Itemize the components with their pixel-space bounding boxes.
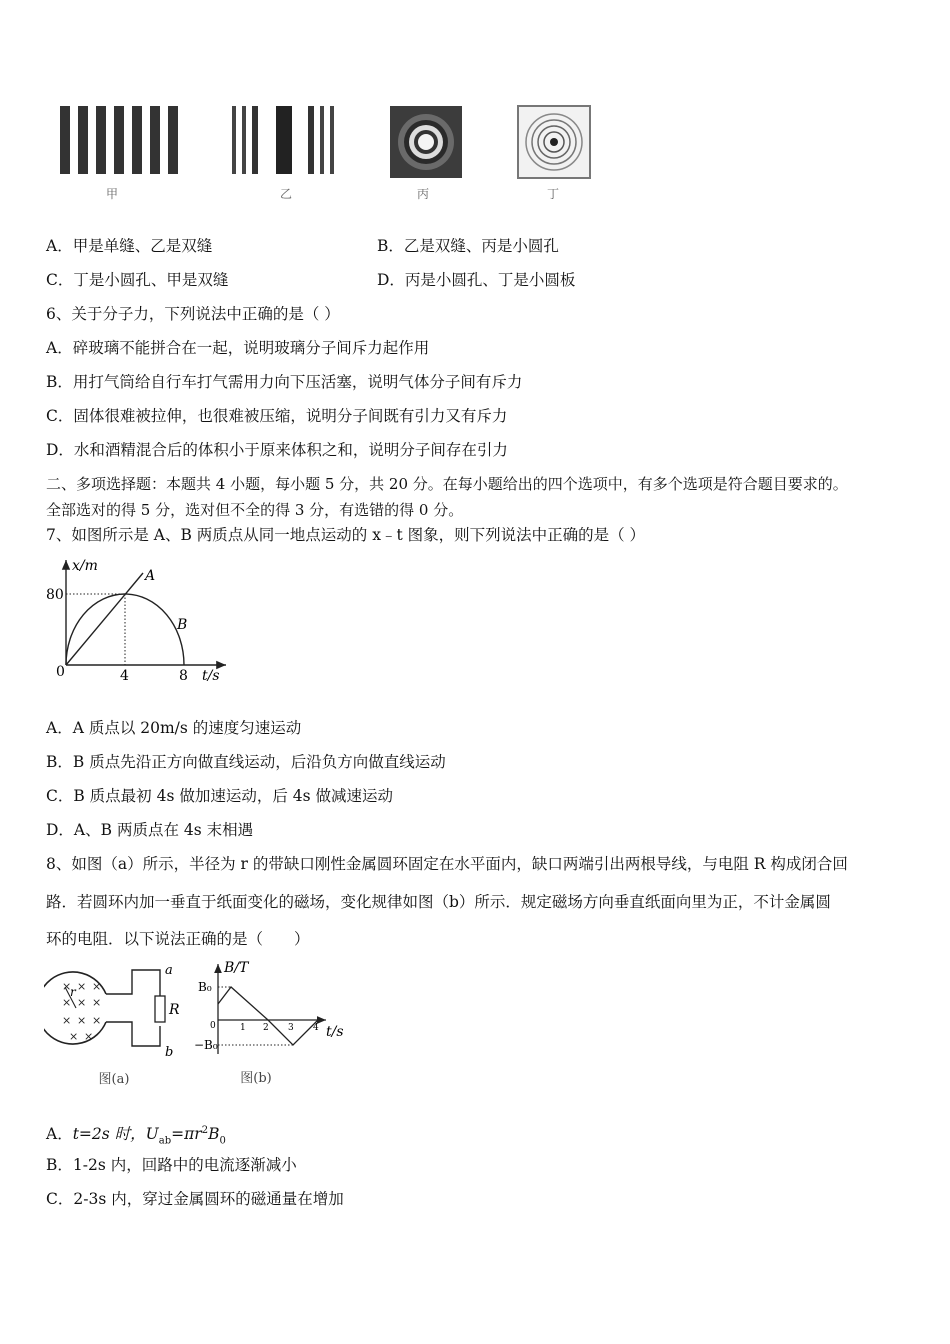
q7-option-a[interactable]: A．A 质点以 20m/s 的速度匀速运动 bbox=[46, 719, 302, 737]
q7-x-label: t/s bbox=[202, 668, 220, 684]
label-yi: 乙 bbox=[279, 187, 293, 201]
q8-field-cross: × bbox=[84, 1030, 94, 1043]
q8b-tick-3: 3 bbox=[288, 1023, 294, 1033]
pattern-jia bbox=[60, 106, 178, 174]
q6-stem: 6、关于分子力，下列说法中正确的是（ ） bbox=[46, 305, 340, 323]
q8-field-cross: × bbox=[92, 996, 102, 1009]
q8-caption-b: 图(b) bbox=[240, 1071, 272, 1086]
q8-figure-b bbox=[194, 958, 354, 1090]
q8-stem-2: 路．若圆环内加一垂直于纸面变化的磁场，变化规律如图（b）所示．规定磁场方向垂直纸面向里为正，不计金属圆 bbox=[46, 893, 831, 911]
q8b-x-label: t/s bbox=[326, 1024, 344, 1040]
q8-option-a-eq: =πr bbox=[171, 1125, 202, 1144]
q7-series-a-line bbox=[66, 573, 143, 665]
q8-field-cross: × bbox=[92, 1014, 102, 1027]
q8-label-r: r bbox=[70, 985, 76, 999]
q7-stem: 7、如图所示是 A、B 两质点从同一地点运动的 x﹣t 图象，则下列说法中正确的是（ ） bbox=[46, 526, 646, 544]
q8-field-cross: × bbox=[62, 980, 72, 993]
q8-option-a-text: t=2s 时，U bbox=[72, 1125, 159, 1144]
q8-option-a[interactable] bbox=[46, 1121, 226, 1151]
q7-option-d[interactable]: D．A、B 两质点在 4s 末相遇 bbox=[46, 821, 254, 839]
q7-label-a: A bbox=[145, 568, 156, 584]
q8-option-a-sub0: 0 bbox=[219, 1135, 226, 1147]
q7-x-tick-4: 4 bbox=[120, 668, 129, 684]
q8-figure-a bbox=[44, 962, 194, 1090]
q8-option-a-tail: B bbox=[208, 1125, 220, 1144]
pattern-bing bbox=[390, 106, 462, 178]
q6-option-c[interactable]: C．固体很难被拉伸，也很难被压缩，说明分子间既有引力又有斥力 bbox=[46, 407, 508, 425]
q5-option-b[interactable]: B．乙是双缝、丙是小圆孔 bbox=[377, 237, 559, 255]
q8-resistor bbox=[155, 996, 165, 1022]
q7-label-b: B bbox=[177, 617, 188, 633]
q8-field-cross: × bbox=[62, 1014, 72, 1027]
q8-option-c[interactable]: C．2-3s 内，穿过金属圆环的磁通量在增加 bbox=[46, 1190, 344, 1208]
section2-instructions-1: 二、多项选择题：本题共 4 小题，每小题 5 分，共 20 分。在每小题给出的四个选项中，有多个选项是符合题目要求的。 bbox=[46, 475, 848, 493]
q8-field-cross: × bbox=[77, 996, 87, 1009]
q8-stem-1: 8、如图（a）所示，半径为 r 的带缺口刚性金属圆环固定在水平面内，缺口两端引出两根导线，与电阻 R 构成闭合回 bbox=[46, 855, 848, 873]
q8-field-cross: × bbox=[92, 980, 102, 993]
q8-field-crosses bbox=[62, 980, 101, 1043]
q8b-y-label: B/T bbox=[224, 960, 249, 976]
q7-x-tick-8: 8 bbox=[179, 668, 188, 684]
q7-y-tick-80: 80 bbox=[46, 587, 64, 603]
q8b-origin: 0 bbox=[210, 1021, 216, 1031]
q8b-tick-2: 2 bbox=[263, 1023, 269, 1033]
q8b-b-curve bbox=[218, 987, 318, 1045]
q5-option-d[interactable]: D．丙是小圆孔、丁是小圆板 bbox=[377, 271, 576, 289]
q8-option-b[interactable]: B．1-2s 内，回路中的电流逐渐减小 bbox=[46, 1156, 297, 1174]
q8-option-a-sub: ab bbox=[158, 1135, 172, 1147]
q8b-neg-b0: −B₀ bbox=[194, 1038, 218, 1052]
label-bing: 丙 bbox=[416, 187, 430, 201]
q8-field-cross: × bbox=[77, 980, 87, 993]
q8-option-a-sup: 2 bbox=[201, 1125, 209, 1136]
q8-label-resistor: R bbox=[169, 1002, 180, 1018]
q6-option-b[interactable]: B．用打气筒给自行车打气需用力向下压活塞，说明气体分子间有斥力 bbox=[46, 373, 523, 391]
q7-xt-graph bbox=[46, 552, 236, 690]
pattern-yi bbox=[232, 106, 334, 174]
q8-label-a: a bbox=[165, 963, 173, 978]
q7-option-c[interactable]: C．B 质点最初 4s 做加速运动，后 4s 做减速运动 bbox=[46, 787, 394, 805]
section2-instructions-2: 全部选对的得 5 分，选对但不全的得 3 分，有选错的得 0 分。 bbox=[46, 501, 464, 519]
q8-field-cross: × bbox=[69, 1030, 79, 1043]
label-ding: 丁 bbox=[546, 187, 560, 201]
q5-option-a[interactable]: A．甲是单缝、乙是双缝 bbox=[46, 237, 213, 255]
q8-stem-3: 环的电阻．以下说法正确的是（ ） bbox=[46, 930, 310, 948]
q8-ring-circuit bbox=[106, 970, 160, 1046]
q5-option-c[interactable]: C．丁是小圆孔、甲是双缝 bbox=[46, 271, 229, 289]
q7-option-b[interactable]: B．B 质点先沿正方向做直线运动，后沿负方向做直线运动 bbox=[46, 753, 446, 771]
label-jia: 甲 bbox=[105, 187, 119, 201]
q6-option-a[interactable]: A．碎玻璃不能拼合在一起，说明玻璃分子间斥力起作用 bbox=[46, 339, 430, 357]
q8b-tick-4: 4 bbox=[313, 1023, 319, 1033]
diffraction-patterns-figure bbox=[50, 98, 610, 208]
q8-field-cross: × bbox=[62, 996, 72, 1009]
q7-origin: 0 bbox=[56, 664, 65, 680]
q8-option-a-prefix: A． bbox=[46, 1125, 73, 1144]
q8b-pos-b0: B₀ bbox=[198, 980, 212, 994]
pattern-ding bbox=[518, 106, 590, 178]
q8-field-cross: × bbox=[77, 1014, 87, 1027]
q8-caption-a: 图(a) bbox=[98, 1072, 130, 1087]
q8b-tick-1: 1 bbox=[240, 1023, 246, 1033]
q7-y-label: x/m bbox=[72, 558, 98, 574]
q6-option-d[interactable]: D．水和酒精混合后的体积小于原来体积之和，说明分子间存在引力 bbox=[46, 441, 508, 459]
q8-label-b: b bbox=[165, 1045, 174, 1060]
